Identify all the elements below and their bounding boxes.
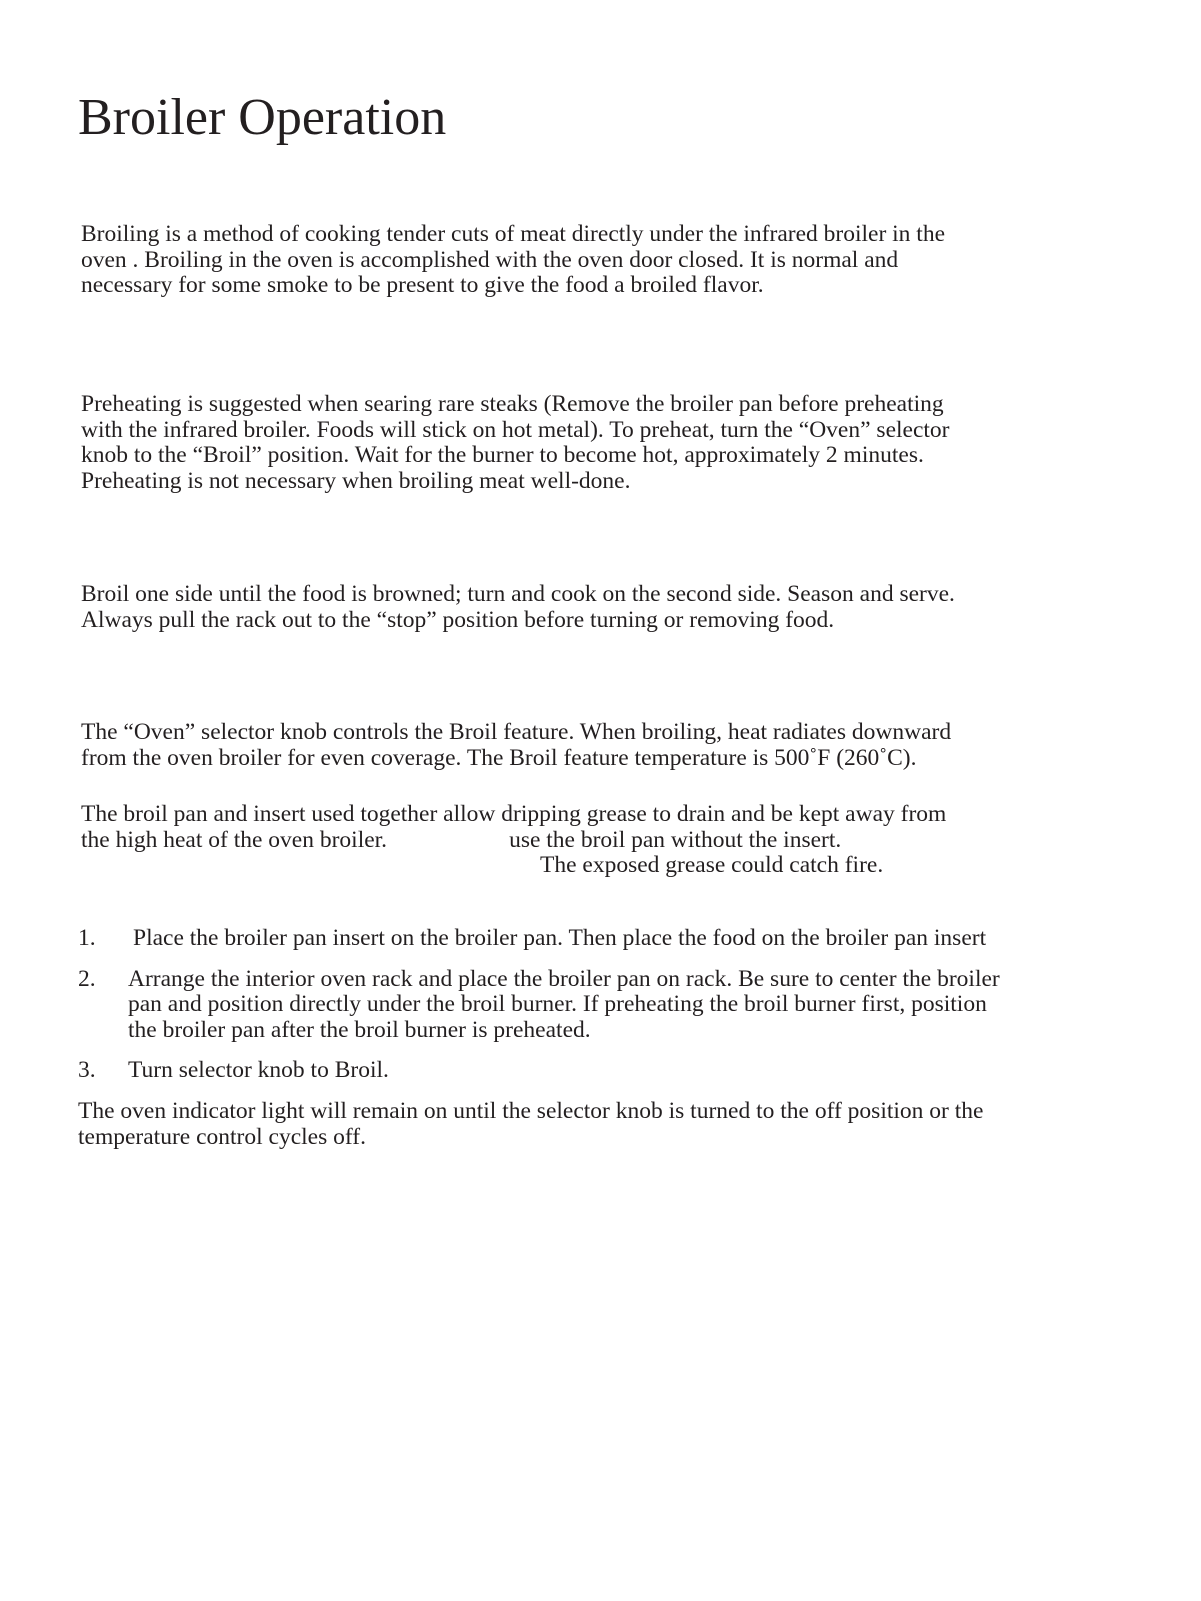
- step-item: [78, 967, 1128, 1044]
- page-title: Broiler Operation: [78, 89, 447, 146]
- closing-paragraph: [78, 1099, 1128, 1150]
- selector-paragraph: [81, 720, 1091, 771]
- broil-side-paragraph: [81, 582, 1091, 633]
- broil-pan-paragraph: [81, 802, 1091, 879]
- steps-list: [78, 926, 1128, 1099]
- step-item: [78, 926, 1128, 952]
- text-line: The exposed grease could catch fire.: [540, 852, 884, 878]
- text-line: from the oven broiler for even coverage. The Broil feature temperature is 500˚F (260˚C).: [81, 744, 917, 771]
- step-text: the broiler pan after the broil burner is preheated.: [128, 1016, 591, 1043]
- text-line: Preheating is not necessary when broiling meat well-done.: [81, 467, 631, 494]
- text-line: with the infrared broiler. Foods will stick on hot metal). To preheat, turn the “Oven” selector: [81, 416, 950, 443]
- text-line: necessary for some smoke to be present to give the food a broiled flavor.: [81, 272, 764, 298]
- text-fragment: the high heat of the oven broiler.: [81, 826, 388, 853]
- text-line: Always pull the rack out to the “stop” position before turning or removing food.: [81, 606, 835, 633]
- intro-paragraph: [81, 222, 1091, 299]
- text-line: Broiling is a method of cooking tender cuts of meat directly under the infrared broiler in the: [81, 221, 946, 247]
- step-text: Place the broiler pan insert on the broiler pan. Then place the food on the broiler pan insert: [133, 925, 987, 951]
- text-line: oven . Broiling in the oven is accomplished with the oven door closed. It is normal and: [81, 246, 899, 273]
- step-text: pan and position directly under the broil burner. If preheating the broil burner first, position: [128, 991, 987, 1017]
- text-line: [81, 828, 1091, 854]
- step-text: Arrange the interior oven rack and place the broiler pan on rack. Be sure to center the broiler: [128, 965, 1000, 992]
- text-line: The “Oven” selector knob controls the Broil feature. When broiling, heat radiates downward: [81, 719, 952, 745]
- preheat-paragraph: [81, 392, 1091, 494]
- text-line: knob to the “Broil” position. Wait for the burner to become hot, approximately 2 minutes.: [81, 442, 924, 468]
- text-line: The broil pan and insert used together allow dripping grease to drain and be kept away from: [81, 801, 947, 827]
- step-item: [78, 1058, 1128, 1084]
- text-line: temperature control cycles off.: [78, 1123, 366, 1150]
- text-line: Preheating is suggested when searing rare steaks (Remove the broiler pan before preheating: [81, 391, 944, 417]
- step-number: 1.: [78, 925, 96, 951]
- text-fragment: use the broil pan without the insert.: [509, 826, 842, 853]
- text-line: Broil one side until the food is browned; turn and cook on the second side. Season and serve.: [81, 581, 955, 607]
- text-line: The oven indicator light will remain on until the selector knob is turned to the off position or the: [78, 1098, 984, 1124]
- step-number: 2.: [78, 965, 96, 992]
- step-number: 3.: [78, 1057, 96, 1083]
- step-text: Turn selector knob to Broil.: [128, 1057, 389, 1083]
